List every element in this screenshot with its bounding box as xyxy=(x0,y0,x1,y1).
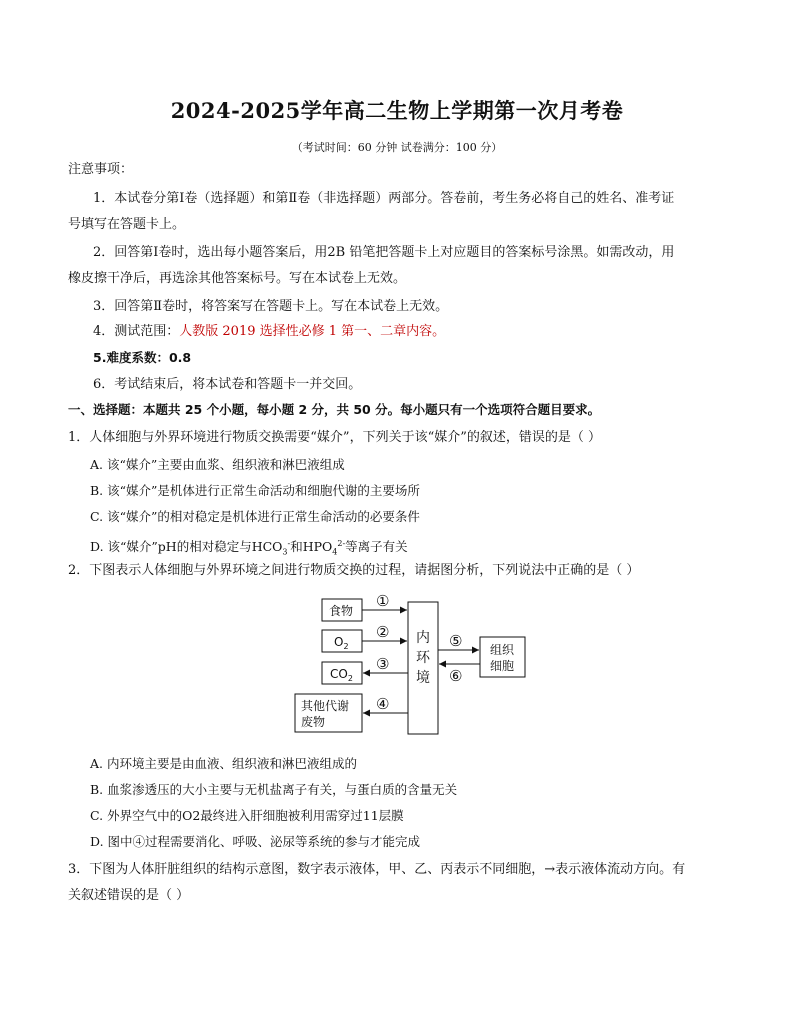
test-scope: 人教版 2019 选择性必修 1 第一、二章内容。 xyxy=(179,324,446,339)
internal-env-label-2: 环 xyxy=(416,650,430,666)
q3-stem: 3．下图为人体肝脏组织的结构示意图，数字表示液体，甲、乙、丙表示不同细胞，→表示液体流动方向。有 xyxy=(68,862,686,877)
q1-stem: 1．人体细胞与外界环境进行物质交换需要“媒介”，下列关于该“媒介”的叙述，错误的是（ ） xyxy=(68,430,601,445)
q1-option-d xyxy=(90,534,408,563)
q1-d-text-2: 和HPO xyxy=(290,539,333,555)
q1-d-sup: - xyxy=(287,539,291,548)
step-6-label: ⑥ xyxy=(449,667,463,685)
q2-option-c: C. 外界空气中的O2最终进入肝细胞被利用需穿过11层膜 xyxy=(90,808,404,823)
q2-stem: 2．下图表示人体细胞与外界环境之间进行物质交换的过程，请据图分析，下列说法中正确的是（ ） xyxy=(68,563,640,578)
q2-option-d: D. 图中④过程需要消化、呼吸、泌尿等系统的参与才能完成 xyxy=(90,834,421,849)
difficulty: 5.难度系数：0.8 xyxy=(93,350,192,365)
notice-item-1-cont: 号填写在答题卡上。 xyxy=(68,217,186,232)
notice-item-2: 2．回答第Ⅰ卷时，选出每小题答案后，用2B 铅笔把答题卡上对应题目的答案标号涂黑。如需改动，用 xyxy=(93,245,675,260)
notice-heading: 注意事项： xyxy=(68,162,134,177)
step-3-label: ③ xyxy=(376,655,390,673)
notice-item-4 xyxy=(93,322,445,342)
step-5-label: ⑤ xyxy=(449,632,463,650)
tissue-cell-label-2: 细胞 xyxy=(490,659,515,673)
q1-d-text-3: 等离子有关 xyxy=(345,539,408,555)
co2-label: $CO_2$ xyxy=(330,667,353,683)
notice-item-2-cont: 橡皮擦干净后，再选涂其他答案标号。写在本试卷上无效。 xyxy=(68,271,407,286)
internal-env-box xyxy=(408,602,438,734)
notice-item-1: 1．本试卷分第Ⅰ卷（选择题）和第Ⅱ卷（非选择题）两部分。答卷前，考生务必将自己的姓名、准考证 xyxy=(93,191,675,206)
step-2-label: ② xyxy=(376,623,390,641)
q1-d-sup-2: 2- xyxy=(337,539,346,548)
q1-d-sub: 3 xyxy=(282,547,288,557)
internal-env-label-3: 境 xyxy=(416,670,430,686)
section-heading: 一、选择题：本题共 25 个小题，每小题 2 分，共 50 分。每小题只有一个选项符合题目要求。 xyxy=(68,402,601,417)
q2-option-b: B. 血浆渗透压的大小主要与无机盐离子有关，与蛋白质的含量无关 xyxy=(90,782,458,797)
o2-label: $O_2$ xyxy=(334,635,349,651)
notice-item-4-label: 4．测试范围： xyxy=(93,324,180,339)
notice-item-3: 3．回答第Ⅱ卷时，将答案写在答题卡上。写在本试卷上无效。 xyxy=(93,299,449,314)
step-4-label: ④ xyxy=(376,695,390,713)
q1-option-c: C. 该“媒介”的相对稳定是机体进行正常生命活动的必要条件 xyxy=(90,509,420,524)
exam-info: （考试时间：60 分钟 试卷满分：100 分） xyxy=(291,141,503,154)
food-label: 食物 xyxy=(329,604,354,618)
material-exchange-diagram xyxy=(288,590,533,740)
waste-label-1: 其他代谢 xyxy=(301,699,350,713)
tissue-cell-label-1: 组织 xyxy=(490,643,515,657)
q1-d-sub-2: 4 xyxy=(332,547,338,557)
q1-option-a: A. 该“媒介”主要由血浆、组织液和淋巴液组成 xyxy=(90,457,345,472)
q1-option-b: B. 该“媒介”是机体进行正常生命活动和细胞代谢的主要场所 xyxy=(90,483,420,498)
q1-d-text: D. 该“媒介”pH的相对稳定与HCO xyxy=(90,539,283,555)
q3-stem-cont: 关叙述错误的是（ ） xyxy=(68,888,190,903)
internal-env-label-1: 内 xyxy=(416,630,430,646)
waste-label-2: 废物 xyxy=(301,715,326,729)
notice-item-6: 6．考试结束后，将本试卷和答题卡一并交回。 xyxy=(93,377,362,392)
step-1-label: ① xyxy=(376,592,390,610)
q2-option-a: A. 内环境主要是由血液、组织液和淋巴液组成的 xyxy=(90,756,357,771)
page-title: 2024-2025学年高二生物上学期第一次月考卷 xyxy=(170,98,624,123)
